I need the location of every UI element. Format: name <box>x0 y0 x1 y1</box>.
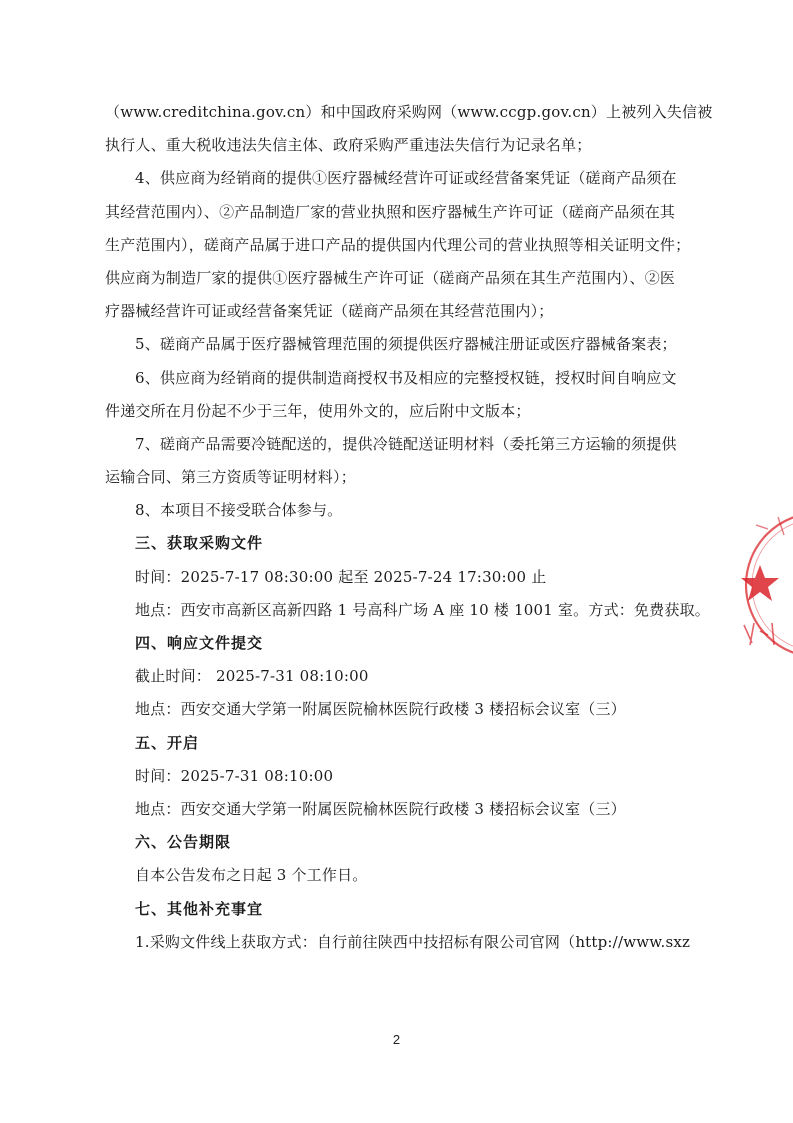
section-heading-4: 四、响应文件提交 <box>135 634 264 652</box>
text-line: 运输合同、第三方资质等证明材料）； <box>105 468 356 487</box>
text-line: 时间：2025-7-17 08:30:00 起至 2025-7-24 17:30:00 止 <box>135 567 547 586</box>
document-body <box>105 96 715 959</box>
text-line: 7、磋商产品需要冷链配送的，提供冷链配送证明材料（委托第三方运输的须提供 <box>135 434 677 453</box>
text-line: 6、供应商为经销商的提供制造商授权书及相应的完整授权链，授权时间自响应文 <box>135 368 677 387</box>
section-heading-5: 五、开启 <box>135 733 200 752</box>
text-line: 执行人、重大税收违法失信主体、政府采购严重违法失信行为记录名单； <box>105 136 592 155</box>
text-line: 疗器械经营许可证或经营备案凭证（磋商产品须在其经营范围内）； <box>105 302 554 321</box>
text-line: 4、供应商为经销商的提供①医疗器械经营许可证或经营备案凭证（磋商产品须在 <box>135 169 677 188</box>
text-line: 件递交所在月份起不少于三年，使用外文的，应后附中文版本； <box>105 401 531 420</box>
text-line: 5、磋商产品属于医疗器械管理范围的须提供医疗器械注册证或医疗器械备案表； <box>135 335 677 354</box>
text-line: 1.采购文件线上获取方式：自行前往陕西中技招标有限公司官网（http://www.sxz <box>135 932 691 951</box>
text-line: 8、本项目不接受联合体参与。 <box>135 501 343 520</box>
text-line: 地点：西安市高新区高新四路 1 号高科广场 A 座 10 楼 1001 室。方式：免费获取。 <box>135 600 710 619</box>
section-heading-7: 七、其他补充事宜 <box>135 899 264 918</box>
text-line: 截止时间： 2025-7-31 08:10:00 <box>135 667 369 686</box>
text-line: 地点：西安交通大学第一附属医院榆林医院行政楼 3 楼招标会议室（三） <box>135 700 626 719</box>
text-line: 时间：2025-7-31 08:10:00 <box>135 766 334 785</box>
section-heading-3: 三、获取采购文件 <box>135 534 264 553</box>
section-heading-6: 六、公告期限 <box>135 833 232 852</box>
text-line: （www.creditchina.gov.cn）和中国政府采购网（www.ccgp.gov.cn）上被列入失信被 <box>105 103 713 121</box>
text-line: 自本公告发布之日起 3 个工作日。 <box>135 866 368 885</box>
text-line: 生产范围内），磋商产品属于进口产品的提供国内代理公司的营业执照等相关证明文件； <box>105 235 691 254</box>
text-line: 地点：西安交通大学第一附属医院榆林医院行政楼 3 楼招标会议室（三） <box>135 799 626 818</box>
text-line: 其经营范围内）、②产品制造厂家的营业执照和医疗器械生产许可证（磋商产品须在其 <box>105 202 676 221</box>
page-number: 2 <box>392 1032 401 1047</box>
red-seal-stamp <box>738 505 793 665</box>
text-line: 供应商为制造厂家的提供①医疗器械生产许可证（磋商产品须在其生产范围内）、②医 <box>105 268 676 287</box>
